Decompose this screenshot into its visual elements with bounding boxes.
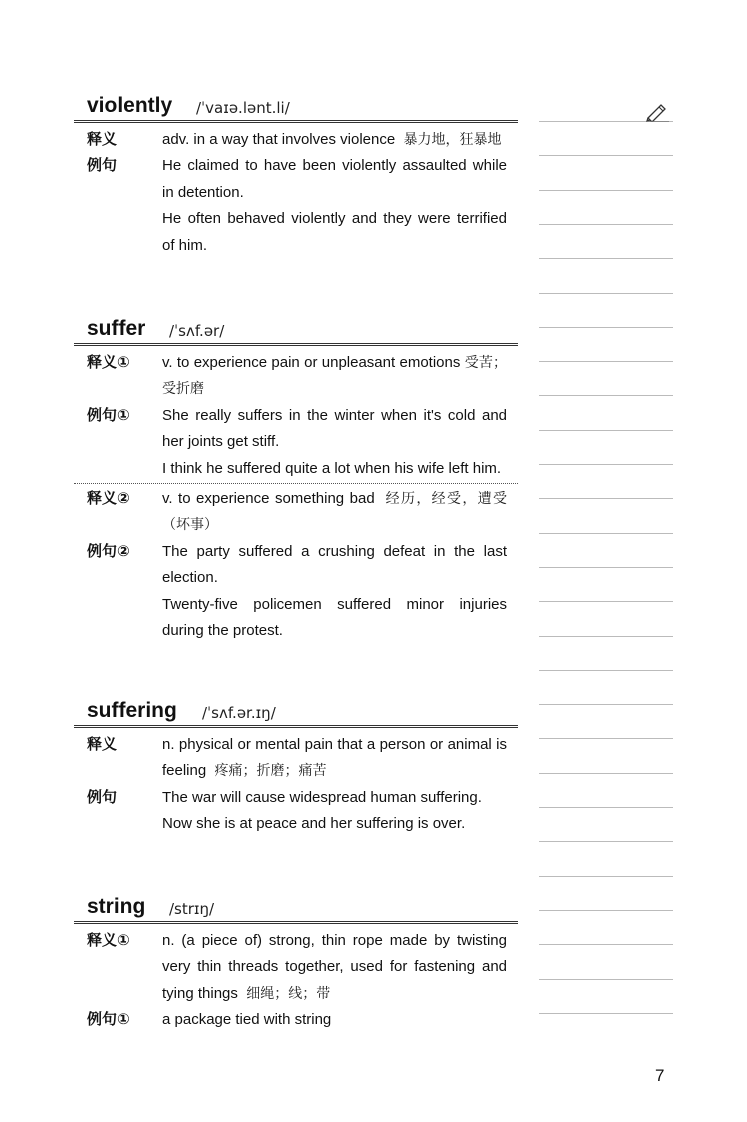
definition-label: 释义: [87, 736, 118, 753]
definition-text: [162, 486, 507, 539]
example-label: 例句: [87, 788, 118, 806]
definition-en: v. to experience pain or unpleasant emotions: [162, 354, 461, 371]
note-line: [539, 190, 673, 191]
note-line: [539, 1013, 673, 1014]
note-line: [539, 464, 673, 465]
example-sentence: He often behaved violently and they were terrified of him.: [162, 210, 507, 254]
definition-label: 释义: [87, 131, 118, 148]
definition-row: [74, 350, 518, 403]
entry-suffer: [74, 315, 518, 644]
headword: suffer: [87, 317, 146, 340]
example-sentence: He claimed to have been violently assaulted while in detention.: [162, 157, 507, 201]
definition-row: [74, 486, 518, 539]
note-line: [539, 224, 673, 225]
note-line: [539, 498, 673, 499]
header-rule: [74, 120, 518, 123]
entry-string: [74, 893, 518, 1034]
note-line: [539, 704, 673, 705]
definition-label: 释义①: [87, 354, 130, 371]
example-sentence: a package tied with string: [162, 1011, 332, 1029]
example-label: 例句②: [87, 542, 130, 560]
definition-en: v. to experience something bad: [162, 490, 375, 508]
note-line: [539, 395, 673, 396]
note-line: [539, 841, 673, 842]
definition-text: [162, 928, 507, 1007]
note-line: [539, 601, 673, 602]
headword: string: [87, 895, 146, 918]
note-line: [539, 876, 673, 877]
example-label: 例句①: [87, 1011, 130, 1029]
phonetic: /ˈsʌf.ər.ɪŋ/: [202, 704, 276, 722]
definition-en: n. (a piece of) strong, thin rope made by twisting very thin threads together, used for fastening and tying things: [162, 932, 507, 1002]
headword: violently: [87, 94, 173, 117]
note-line: [539, 327, 673, 328]
page-number: 7: [655, 1066, 665, 1085]
entry-header: [74, 893, 518, 921]
note-line: [539, 636, 673, 637]
note-line: [539, 979, 673, 980]
note-line: [539, 258, 673, 259]
note-line: [539, 944, 673, 945]
example-sentence: The war will cause widespread human suffering.: [162, 788, 482, 806]
note-line: [539, 155, 673, 156]
definition-text: [162, 350, 507, 403]
note-line: [539, 361, 673, 362]
entry-header: [74, 92, 518, 120]
note-line: [539, 533, 673, 534]
example-label: 例句①: [87, 406, 130, 424]
definition-label: 释义②: [87, 490, 130, 508]
note-line: [539, 567, 673, 568]
example-sentence: Now she is at peace and her suffering is over.: [162, 815, 466, 833]
definition-zh: 受苦；受折磨: [162, 355, 507, 398]
definition-zh: 经历，经受，遭受（坏事）: [162, 491, 507, 534]
note-line: [539, 910, 673, 911]
example-row: [74, 153, 518, 259]
definition-text: [162, 732, 507, 785]
definition-text: [162, 127, 507, 153]
example-row: [74, 403, 518, 482]
definition-zh: 疼痛；折磨；痛苦: [214, 763, 327, 780]
definition-row: [74, 732, 518, 785]
note-line: [539, 773, 673, 774]
note-line: [539, 430, 673, 431]
header-rule: [74, 343, 518, 346]
header-rule: [74, 921, 518, 924]
definition-label: 释义①: [87, 932, 130, 949]
definition-row: [74, 928, 518, 1007]
example-sentence: I think he suffered quite a lot when his wife left him.: [162, 459, 502, 477]
definition-zh: 细绳；线；带: [246, 985, 331, 1002]
example-row: [74, 539, 518, 645]
example-sentence: The party suffered a crushing defeat in the last election.: [162, 542, 507, 587]
example-sentence: Twenty-five policemen suffered minor injuries during the protest.: [162, 595, 507, 640]
example-row: [74, 785, 518, 838]
entry-suffering: [74, 697, 518, 838]
definition-en: n. physical or mental pain that a person or animal is feeling: [162, 736, 507, 780]
example-sentence: She really suffers in the winter when it's cold and her joints get stiff.: [162, 406, 507, 451]
phonetic: /ˈvaɪə.lənt.li/: [196, 99, 290, 117]
phonetic: /ˈsʌf.ər/: [169, 322, 225, 340]
note-line: [539, 293, 673, 294]
phonetic: /strɪŋ/: [169, 900, 215, 918]
definition-row: [74, 127, 518, 153]
example-row: [74, 1007, 518, 1033]
header-rule: [74, 725, 518, 728]
sense-divider: [74, 483, 518, 484]
example-label: 例句: [87, 157, 118, 175]
entry-header: [74, 697, 518, 725]
entry-header: [74, 315, 518, 343]
definition-en: adv. in a way that involves violence: [162, 131, 396, 148]
note-line: [539, 670, 673, 671]
entry-violently: [74, 92, 518, 259]
note-line: [539, 807, 673, 808]
definition-zh: 暴力地，狂暴地: [403, 132, 502, 148]
note-line: [539, 738, 673, 739]
pencil-icon: [645, 102, 669, 122]
headword: suffering: [87, 699, 177, 722]
